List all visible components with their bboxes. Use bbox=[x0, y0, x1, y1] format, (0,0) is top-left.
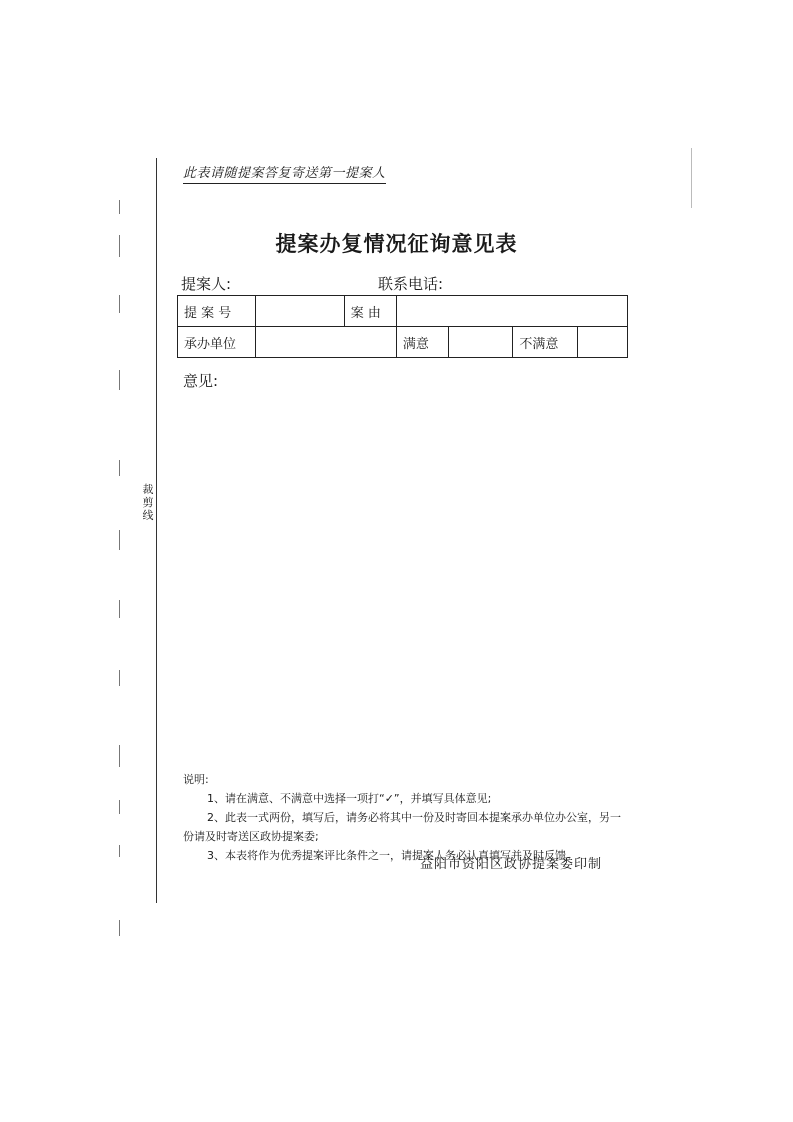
instructions bbox=[183, 770, 623, 865]
header-note: 此表请随提案答复寄送第一提案人 bbox=[183, 162, 386, 184]
binding-marks bbox=[116, 200, 124, 940]
satisfied-checkbox-cell[interactable] bbox=[449, 327, 513, 358]
instruction-item: 1、请在满意、不满意中选择一项打“✓”，并填写具体意见; bbox=[207, 792, 492, 805]
subject-field[interactable] bbox=[396, 296, 627, 327]
document-title-text: 提案办复情况征询意见表 bbox=[275, 232, 518, 256]
proposal-info-table bbox=[177, 295, 628, 358]
opinion-label: 意见: bbox=[183, 372, 219, 390]
unsatisfied-label: 不满意 bbox=[513, 327, 577, 358]
instructions-heading: 说明: bbox=[183, 773, 209, 786]
unsatisfied-checkbox-cell[interactable] bbox=[577, 327, 627, 358]
proposal-no-label: 提 案 号 bbox=[178, 296, 256, 327]
handling-unit-field[interactable] bbox=[255, 327, 396, 358]
printer-credit: 益阳市资阳区政协提案委印制 bbox=[420, 857, 603, 872]
proposal-no-field[interactable] bbox=[255, 296, 344, 327]
document-title bbox=[0, 228, 793, 258]
proposer-label: 提案人: bbox=[181, 275, 232, 293]
cut-line bbox=[156, 158, 157, 903]
instruction-item: 2、此表一式两份，填写后，请务必将其中一份及时寄回本提案承办单位办公室，另一份请及时寄送区政协提案委; bbox=[183, 811, 621, 843]
subject-label: 案 由 bbox=[344, 296, 396, 327]
satisfied-label: 满意 bbox=[396, 327, 448, 358]
phone-label: 联系电话: bbox=[378, 275, 444, 293]
instruction-item: 3、本表将作为优秀提案评比条件之一，请提案人务必认真填写并及时反馈。 bbox=[207, 849, 577, 862]
table-row bbox=[178, 296, 628, 327]
handling-unit-label: 承办单位 bbox=[178, 327, 256, 358]
table-row bbox=[178, 327, 628, 358]
scan-artifact-mark bbox=[691, 148, 692, 208]
cut-line-label: 裁剪线 bbox=[142, 483, 154, 522]
